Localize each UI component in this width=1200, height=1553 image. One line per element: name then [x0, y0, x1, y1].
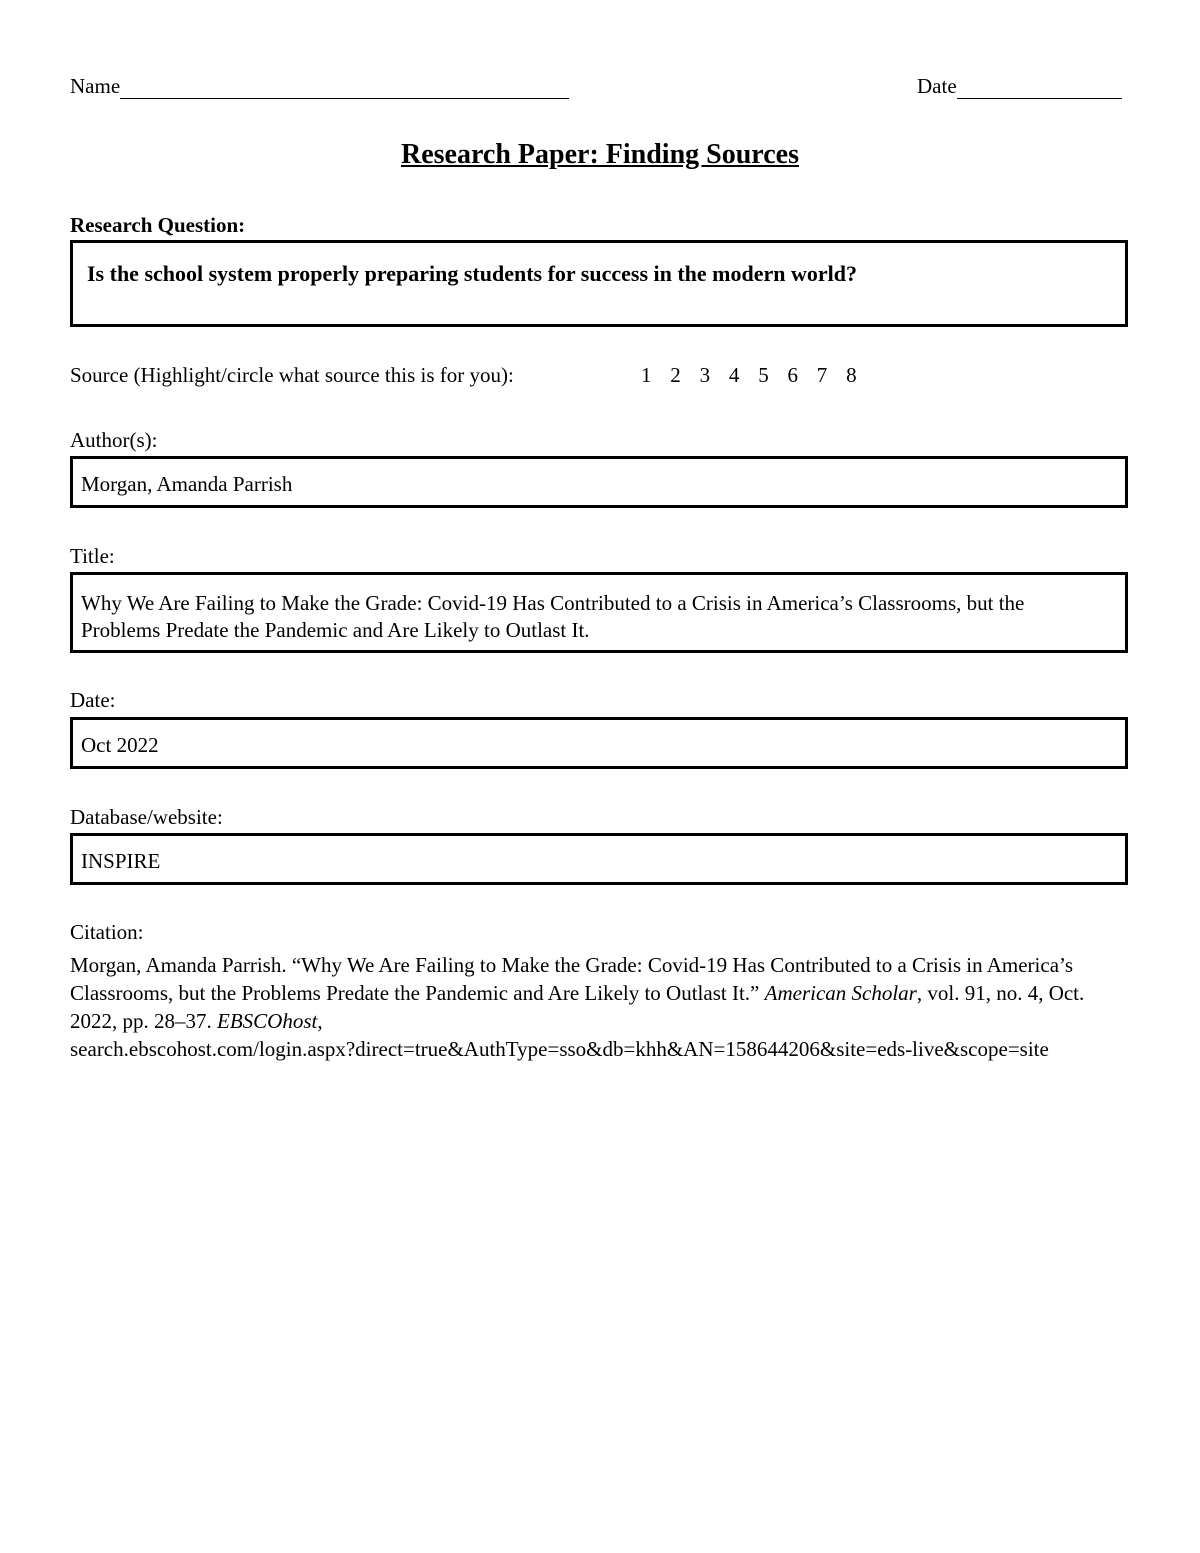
source-number[interactable]: 8 [846, 363, 857, 387]
date-blank[interactable] [957, 74, 1122, 99]
source-number[interactable]: 2 [670, 363, 681, 387]
name-blank[interactable] [120, 74, 569, 99]
source-number[interactable]: 5 [758, 363, 769, 387]
date-field [917, 74, 1122, 99]
source-number[interactable]: 3 [699, 363, 711, 387]
citation-journal: American Scholar [764, 981, 917, 1005]
date-label: Date [917, 74, 957, 98]
author-value: Morgan, Amanda Parrish [81, 472, 293, 496]
citation-author-title: Morgan, Amanda Parrish. “Why We Are Failing to Make the Grade: Covid-19 Has Contributed to a Crisis in America’s Classrooms, but the Problems Predate the Pandemic and Are Likely to Outlast It.” [70, 953, 1074, 1005]
citation-volume-info: , vol. 91, no. 4, Oct. 2022, pp. 28–37. [70, 981, 1085, 1033]
title-label: Title: [70, 544, 115, 568]
source-date-box[interactable] [70, 717, 1128, 769]
author-box[interactable] [70, 456, 1128, 508]
database-label: Database/website: [70, 805, 223, 829]
research-question-box[interactable] [70, 240, 1128, 327]
source-number[interactable]: 4 [728, 363, 740, 387]
source-date-label: Date: [70, 688, 116, 712]
source-label: Source (Highlight/circle what source this is for you): [70, 363, 514, 387]
source-number-list [641, 363, 875, 387]
citation-label: Citation: [70, 920, 144, 944]
research-question-value: Is the school system properly preparing students for success in the modern world? [87, 261, 858, 286]
citation-host: EBSCOhost [217, 1009, 318, 1033]
title-value: Why We Are Failing to Make the Grade: Covid-19 Has Contributed to a Crisis in America’s Classrooms, but the Problems Predate the Pandemic and Are Likely to Outlast It. [81, 591, 1025, 642]
source-number[interactable]: 6 [787, 363, 798, 387]
citation-url: search.ebscohost.com/login.aspx?direct=true&AuthType=sso&db=khh&AN=158644206&site=eds-live&scope=site [70, 1037, 1049, 1061]
title-box[interactable] [70, 572, 1128, 653]
citation-separator: , [317, 1009, 323, 1033]
research-question-label: Research Question: [70, 213, 246, 237]
database-value: INSPIRE [81, 849, 161, 873]
citation-text [70, 951, 1130, 1063]
database-box[interactable] [70, 833, 1128, 885]
name-label: Name [70, 74, 121, 98]
name-field [70, 74, 569, 99]
author-label: Author(s): [70, 428, 158, 452]
source-date-value: Oct 2022 [81, 733, 159, 757]
source-number[interactable]: 1 [641, 363, 652, 387]
page-title: Research Paper: Finding Sources [401, 139, 799, 170]
source-number[interactable]: 7 [816, 363, 828, 387]
